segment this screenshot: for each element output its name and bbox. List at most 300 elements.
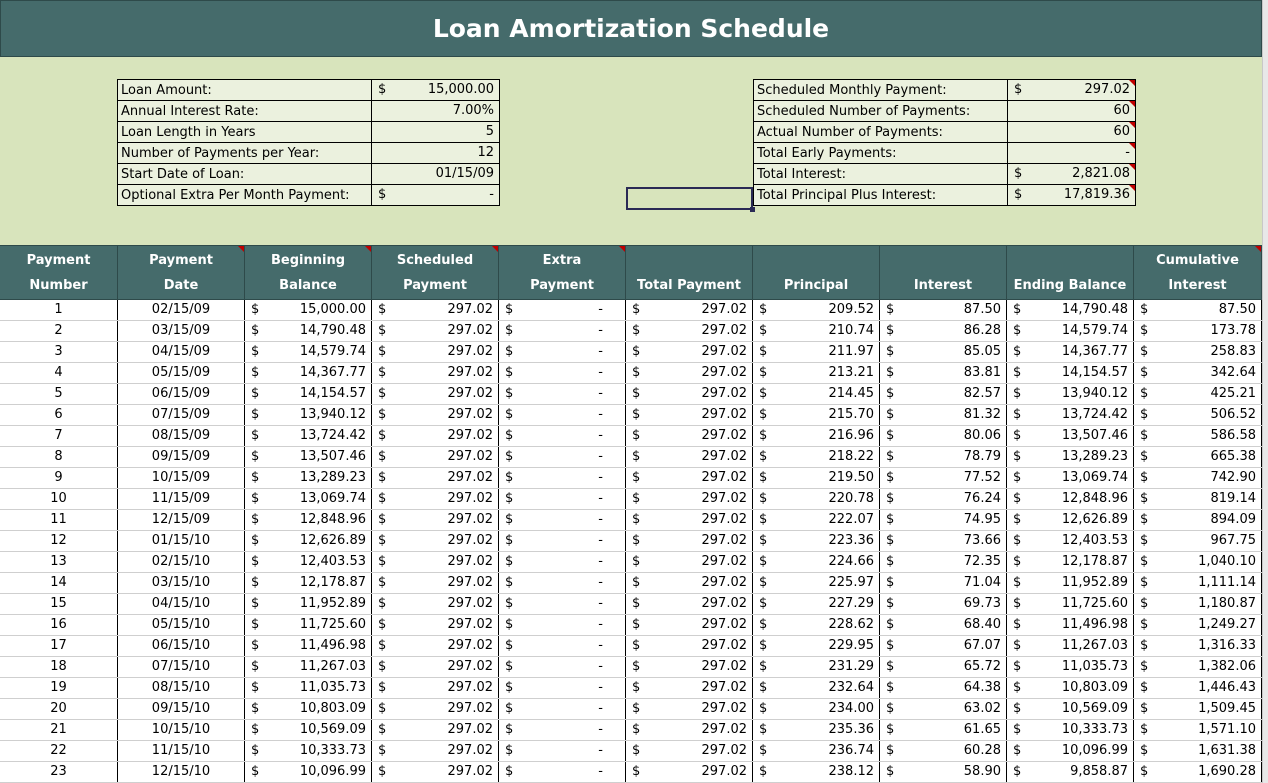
table-cell[interactable] [1134, 636, 1262, 656]
table-cell[interactable] [372, 720, 499, 740]
loan-summary-label[interactable]: Scheduled Monthly Payment: [754, 80, 1008, 101]
table-cell[interactable] [1007, 489, 1134, 509]
table-cell[interactable] [1134, 720, 1262, 740]
table-cell[interactable] [245, 699, 372, 719]
table-cell[interactable] [499, 468, 626, 488]
currency-symbol: $ [505, 491, 514, 506]
table-cell[interactable] [626, 384, 753, 404]
table-cell[interactable] [880, 531, 1007, 551]
table-cell[interactable]: 06/15/09 [118, 384, 245, 404]
table-cell[interactable] [1134, 573, 1262, 593]
table-cell[interactable] [1134, 762, 1262, 782]
table-cell[interactable] [1007, 300, 1134, 320]
table-cell[interactable]: 2 [0, 321, 118, 341]
table-cell[interactable] [372, 300, 499, 320]
table-cell[interactable]: 1 [0, 300, 118, 320]
table-cell[interactable] [1134, 552, 1262, 572]
table-cell[interactable] [1007, 510, 1134, 530]
table-cell[interactable]: 05/15/09 [118, 363, 245, 383]
table-cell[interactable] [499, 699, 626, 719]
table-cell[interactable] [1007, 594, 1134, 614]
table-cell[interactable]: 06/15/10 [118, 636, 245, 656]
table-cell[interactable] [245, 384, 372, 404]
table-cell[interactable] [372, 762, 499, 782]
table-cell[interactable] [499, 720, 626, 740]
cell-value: 11,496.98 [1061, 617, 1128, 632]
table-cell[interactable] [372, 384, 499, 404]
table-cell[interactable] [245, 678, 372, 698]
column-header[interactable] [372, 246, 499, 300]
table-cell[interactable] [372, 363, 499, 383]
table-cell[interactable] [245, 363, 372, 383]
cell-value: 232.64 [828, 680, 874, 695]
table-cell[interactable] [753, 573, 880, 593]
loan-summary-label[interactable]: Total Interest: [754, 164, 1008, 185]
table-cell[interactable]: 5 [0, 384, 118, 404]
table-cell[interactable] [626, 762, 753, 782]
currency-symbol: $ [505, 701, 514, 716]
selected-cell[interactable] [626, 187, 753, 210]
table-cell[interactable] [626, 741, 753, 761]
table-cell[interactable] [1007, 426, 1134, 446]
currency-symbol: $ [759, 512, 768, 527]
table-cell[interactable] [1134, 405, 1262, 425]
table-cell[interactable] [880, 510, 1007, 530]
currency-symbol: $ [505, 512, 514, 527]
table-cell[interactable] [880, 657, 1007, 677]
table-cell[interactable] [1007, 468, 1134, 488]
loan-input-label[interactable]: Start Date of Loan: [118, 164, 372, 185]
table-cell[interactable] [753, 363, 880, 383]
table-cell[interactable] [626, 531, 753, 551]
table-cell[interactable] [753, 594, 880, 614]
table-cell[interactable] [753, 636, 880, 656]
table-cell[interactable] [372, 594, 499, 614]
table-cell[interactable]: 18 [0, 657, 118, 677]
table-cell[interactable]: 11/15/10 [118, 741, 245, 761]
column-header[interactable] [753, 246, 880, 300]
table-cell[interactable]: 02/15/09 [118, 300, 245, 320]
vertical-scrollbar[interactable] [1262, 0, 1268, 783]
loan-summary-value[interactable] [1008, 101, 1136, 122]
table-cell[interactable] [372, 615, 499, 635]
cell-value: 1,571.10 [1198, 722, 1256, 737]
table-cell[interactable] [753, 699, 880, 719]
table-cell[interactable] [245, 615, 372, 635]
table-cell[interactable] [626, 615, 753, 635]
table-cell[interactable] [880, 699, 1007, 719]
table-cell[interactable] [626, 573, 753, 593]
table-cell[interactable] [372, 342, 499, 362]
loan-summary-label[interactable]: Actual Number of Payments: [754, 122, 1008, 143]
table-cell[interactable] [880, 594, 1007, 614]
table-cell[interactable]: 20 [0, 699, 118, 719]
loan-input-value[interactable] [372, 164, 500, 185]
table-cell[interactable]: 6 [0, 405, 118, 425]
table-cell[interactable] [1007, 384, 1134, 404]
column-header[interactable] [245, 246, 372, 300]
table-cell[interactable]: 03/15/10 [118, 573, 245, 593]
currency-symbol: $ [1013, 449, 1022, 464]
table-cell[interactable] [880, 552, 1007, 572]
column-header[interactable] [118, 246, 245, 300]
table-cell[interactable] [1007, 615, 1134, 635]
table-cell[interactable] [880, 447, 1007, 467]
table-cell[interactable]: 12 [0, 531, 118, 551]
table-cell[interactable] [372, 573, 499, 593]
table-cell[interactable] [1007, 657, 1134, 677]
table-cell[interactable] [1134, 363, 1262, 383]
currency-symbol: $ [1140, 512, 1149, 527]
table-cell[interactable] [499, 531, 626, 551]
table-cell[interactable] [499, 447, 626, 467]
table-cell[interactable]: 09/15/09 [118, 447, 245, 467]
table-cell[interactable] [499, 678, 626, 698]
table-cell[interactable] [1007, 342, 1134, 362]
currency-symbol: $ [1014, 82, 1023, 97]
table-cell[interactable] [1134, 615, 1262, 635]
loan-input-label[interactable]: Annual Interest Rate: [118, 101, 372, 122]
cell-value: 72.35 [963, 554, 1001, 569]
table-cell[interactable] [626, 594, 753, 614]
table-cell[interactable] [245, 762, 372, 782]
cell-value: 87.50 [1218, 302, 1256, 317]
table-cell[interactable]: 08/15/10 [118, 678, 245, 698]
table-cell[interactable] [1134, 300, 1262, 320]
cell-value: 63.02 [963, 701, 1001, 716]
table-cell[interactable] [1134, 342, 1262, 362]
currency-symbol: $ [251, 764, 260, 779]
table-cell[interactable] [499, 363, 626, 383]
table-cell[interactable]: 05/15/10 [118, 615, 245, 635]
table-cell[interactable] [245, 594, 372, 614]
table-cell[interactable] [499, 552, 626, 572]
table-cell[interactable]: 10/15/10 [118, 720, 245, 740]
table-cell[interactable] [245, 741, 372, 761]
table-cell[interactable] [626, 552, 753, 572]
table-cell[interactable] [753, 552, 880, 572]
table-cell[interactable]: 02/15/10 [118, 552, 245, 572]
table-cell[interactable]: 14 [0, 573, 118, 593]
column-header[interactable] [499, 246, 626, 300]
table-cell[interactable]: 12/15/09 [118, 510, 245, 530]
table-row [0, 741, 1262, 762]
table-cell[interactable] [499, 510, 626, 530]
table-cell[interactable] [626, 405, 753, 425]
table-cell[interactable] [753, 321, 880, 341]
table-cell[interactable] [245, 426, 372, 446]
loan-input-value[interactable] [372, 101, 500, 122]
column-header[interactable] [0, 246, 118, 300]
table-cell[interactable] [245, 552, 372, 572]
table-cell[interactable] [626, 342, 753, 362]
table-cell[interactable]: 13 [0, 552, 118, 572]
table-cell[interactable]: 07/15/10 [118, 657, 245, 677]
table-cell[interactable] [753, 531, 880, 551]
table-cell[interactable] [626, 699, 753, 719]
currency-symbol: $ [378, 617, 387, 632]
table-cell[interactable] [372, 510, 499, 530]
table-cell[interactable]: 22 [0, 741, 118, 761]
currency-symbol: $ [759, 449, 768, 464]
table-cell[interactable]: 19 [0, 678, 118, 698]
table-cell[interactable] [880, 468, 1007, 488]
table-cell[interactable] [626, 489, 753, 509]
table-cell[interactable] [245, 510, 372, 530]
table-cell[interactable] [372, 426, 499, 446]
table-cell[interactable] [372, 678, 499, 698]
table-cell[interactable] [753, 384, 880, 404]
table-cell[interactable]: 4 [0, 363, 118, 383]
loan-input-label[interactable]: Loan Amount: [118, 80, 372, 101]
table-cell[interactable] [880, 741, 1007, 761]
currency-symbol: $ [378, 575, 387, 590]
table-cell[interactable] [626, 510, 753, 530]
table-cell[interactable] [499, 615, 626, 635]
cell-value: 1,040.10 [1198, 554, 1256, 569]
loan-summary-value[interactable] [1008, 143, 1136, 164]
table-cell[interactable] [1007, 531, 1134, 551]
loan-summary-label[interactable]: Scheduled Number of Payments: [754, 101, 1008, 122]
table-cell[interactable] [626, 636, 753, 656]
table-cell[interactable]: 21 [0, 720, 118, 740]
table-cell[interactable] [880, 363, 1007, 383]
table-cell[interactable] [1134, 384, 1262, 404]
table-cell[interactable] [880, 321, 1007, 341]
table-cell[interactable] [626, 678, 753, 698]
table-cell[interactable] [372, 405, 499, 425]
fill-handle[interactable] [750, 207, 755, 212]
cell-value: 60 [1113, 124, 1130, 139]
table-cell[interactable] [245, 300, 372, 320]
table-cell[interactable] [245, 636, 372, 656]
table-cell[interactable] [1134, 531, 1262, 551]
table-cell[interactable] [753, 762, 880, 782]
table-cell[interactable] [1007, 573, 1134, 593]
table-cell[interactable] [626, 720, 753, 740]
table-cell[interactable] [880, 720, 1007, 740]
table-cell[interactable] [753, 720, 880, 740]
table-cell[interactable] [499, 342, 626, 362]
table-cell[interactable]: 09/15/10 [118, 699, 245, 719]
table-cell[interactable] [1134, 447, 1262, 467]
table-cell[interactable] [1007, 699, 1134, 719]
loan-summary-value[interactable] [1008, 122, 1136, 143]
table-cell[interactable]: 12/15/10 [118, 762, 245, 782]
table-cell[interactable] [499, 657, 626, 677]
table-cell[interactable] [1007, 741, 1134, 761]
table-cell[interactable] [1134, 594, 1262, 614]
loan-input-value[interactable] [372, 80, 500, 101]
table-cell[interactable] [753, 657, 880, 677]
table-cell[interactable] [372, 531, 499, 551]
table-cell[interactable] [499, 573, 626, 593]
table-cell[interactable] [372, 741, 499, 761]
table-cell[interactable] [499, 321, 626, 341]
table-cell[interactable] [753, 300, 880, 320]
table-cell[interactable] [1134, 741, 1262, 761]
table-cell[interactable] [880, 300, 1007, 320]
table-cell[interactable]: 3 [0, 342, 118, 362]
table-cell[interactable] [245, 531, 372, 551]
table-cell[interactable] [1134, 699, 1262, 719]
table-cell[interactable] [372, 489, 499, 509]
table-cell[interactable]: 11/15/09 [118, 489, 245, 509]
table-cell[interactable]: 10/15/09 [118, 468, 245, 488]
table-cell[interactable] [880, 384, 1007, 404]
table-cell[interactable] [753, 447, 880, 467]
table-cell[interactable] [245, 321, 372, 341]
table-cell[interactable] [1134, 321, 1262, 341]
table-cell[interactable] [1134, 510, 1262, 530]
table-cell[interactable] [1134, 657, 1262, 677]
table-cell[interactable] [880, 573, 1007, 593]
table-cell[interactable] [880, 426, 1007, 446]
table-cell[interactable] [1007, 720, 1134, 740]
cell-value: 297.02 [447, 764, 493, 779]
table-cell[interactable]: 17 [0, 636, 118, 656]
table-cell[interactable] [1134, 468, 1262, 488]
column-header[interactable] [1134, 246, 1262, 300]
table-cell[interactable] [499, 300, 626, 320]
cell-value: 13,507.46 [299, 449, 366, 464]
table-cell[interactable] [626, 300, 753, 320]
loan-input-value[interactable] [372, 185, 500, 206]
table-cell[interactable] [372, 447, 499, 467]
table-cell[interactable] [880, 678, 1007, 698]
table-cell[interactable] [753, 468, 880, 488]
table-cell[interactable] [499, 489, 626, 509]
table-cell[interactable]: 7 [0, 426, 118, 446]
table-cell[interactable] [753, 615, 880, 635]
currency-symbol: $ [378, 764, 387, 779]
table-cell[interactable] [1134, 489, 1262, 509]
table-cell[interactable]: 04/15/09 [118, 342, 245, 362]
table-cell[interactable] [372, 321, 499, 341]
cell-value: 586.58 [1210, 428, 1256, 443]
table-cell[interactable] [880, 489, 1007, 509]
table-cell[interactable] [372, 552, 499, 572]
table-cell[interactable] [372, 636, 499, 656]
loan-input-value[interactable] [372, 122, 500, 143]
table-cell[interactable] [1134, 426, 1262, 446]
table-cell[interactable] [1007, 363, 1134, 383]
table-cell[interactable] [626, 657, 753, 677]
table-cell[interactable] [372, 699, 499, 719]
loan-summary-row [754, 122, 1136, 143]
column-header[interactable] [626, 246, 753, 300]
column-header[interactable] [880, 246, 1007, 300]
loan-input-value[interactable] [372, 143, 500, 164]
table-cell[interactable] [626, 363, 753, 383]
loan-summary-value[interactable] [1008, 80, 1136, 101]
loan-input-label[interactable]: Optional Extra Per Month Payment: [118, 185, 372, 206]
table-cell[interactable] [880, 636, 1007, 656]
table-cell[interactable] [245, 573, 372, 593]
cell-value: 11,496.98 [299, 638, 366, 653]
table-cell[interactable]: 9 [0, 468, 118, 488]
table-cell[interactable]: 08/15/09 [118, 426, 245, 446]
currency-symbol: $ [251, 575, 260, 590]
table-cell[interactable] [1007, 447, 1134, 467]
table-cell[interactable] [880, 615, 1007, 635]
table-cell[interactable] [626, 426, 753, 446]
cell-value: 14,790.48 [299, 323, 366, 338]
column-header[interactable] [1007, 246, 1134, 300]
cell-value: 234.00 [828, 701, 874, 716]
table-cell[interactable] [499, 405, 626, 425]
table-cell[interactable] [753, 489, 880, 509]
table-cell[interactable] [626, 468, 753, 488]
table-cell[interactable] [372, 468, 499, 488]
cell-value: 258.83 [1210, 344, 1256, 359]
table-cell[interactable]: 16 [0, 615, 118, 635]
table-cell[interactable] [245, 468, 372, 488]
table-cell[interactable] [1007, 405, 1134, 425]
table-cell[interactable] [753, 510, 880, 530]
table-cell[interactable]: 10 [0, 489, 118, 509]
table-cell[interactable] [1007, 552, 1134, 572]
table-cell[interactable] [1007, 762, 1134, 782]
loan-summary-value[interactable] [1008, 164, 1136, 185]
table-cell[interactable] [880, 405, 1007, 425]
currency-symbol: $ [759, 743, 768, 758]
table-cell[interactable] [753, 405, 880, 425]
loan-input-label[interactable]: Number of Payments per Year: [118, 143, 372, 164]
table-cell[interactable] [880, 762, 1007, 782]
table-cell[interactable] [753, 678, 880, 698]
table-cell[interactable] [499, 426, 626, 446]
table-cell[interactable]: 01/15/10 [118, 531, 245, 551]
table-cell[interactable] [1007, 321, 1134, 341]
table-cell[interactable] [499, 741, 626, 761]
table-cell[interactable] [1007, 636, 1134, 656]
table-cell[interactable] [499, 594, 626, 614]
table-cell[interactable] [753, 741, 880, 761]
table-cell[interactable] [245, 342, 372, 362]
table-cell[interactable]: 07/15/09 [118, 405, 245, 425]
table-cell[interactable]: 15 [0, 594, 118, 614]
loan-summary-label[interactable]: Total Early Payments: [754, 143, 1008, 164]
cell-value: 297.02 [447, 659, 493, 674]
table-cell[interactable] [499, 384, 626, 404]
table-cell[interactable] [753, 426, 880, 446]
table-cell[interactable]: 23 [0, 762, 118, 782]
loan-summary-value[interactable] [1008, 185, 1136, 206]
table-cell[interactable] [880, 342, 1007, 362]
loan-input-label[interactable]: Loan Length in Years [118, 122, 372, 143]
loan-summary-label[interactable]: Total Principal Plus Interest: [754, 185, 1008, 206]
table-cell[interactable] [499, 636, 626, 656]
table-cell[interactable] [1134, 678, 1262, 698]
table-cell[interactable] [245, 405, 372, 425]
table-cell[interactable]: 04/15/10 [118, 594, 245, 614]
table-cell[interactable] [245, 447, 372, 467]
table-cell[interactable]: 11 [0, 510, 118, 530]
table-cell[interactable] [626, 321, 753, 341]
table-cell[interactable] [245, 489, 372, 509]
table-cell[interactable] [372, 657, 499, 677]
table-cell[interactable] [245, 657, 372, 677]
table-cell[interactable]: 03/15/09 [118, 321, 245, 341]
table-cell[interactable] [499, 762, 626, 782]
table-cell[interactable] [1007, 678, 1134, 698]
loan-input-row [118, 122, 500, 143]
table-cell[interactable] [626, 447, 753, 467]
table-cell[interactable]: 8 [0, 447, 118, 467]
table-cell[interactable] [753, 342, 880, 362]
table-cell[interactable] [245, 720, 372, 740]
